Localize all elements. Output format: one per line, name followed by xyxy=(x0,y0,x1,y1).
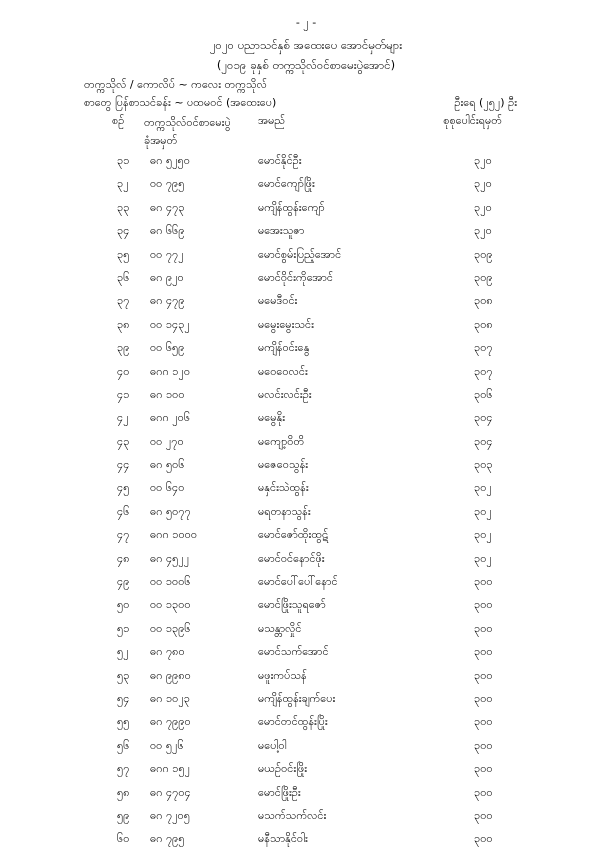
row-name: မမေဒီဝင်း xyxy=(258,294,298,308)
row-marks: ၃၀၀ xyxy=(474,832,493,846)
row-roll: ဝဝ ၂၇၀ xyxy=(150,434,184,448)
header-roll-line1: တက္ကသိုလ်ဝင်စာမေးပွဲ xyxy=(144,116,231,129)
row-marks: ၃၀၄ xyxy=(474,411,493,425)
row-roll: ဓဂ ၅၀၇၇ xyxy=(150,504,191,518)
table-row xyxy=(0,431,612,454)
table-row xyxy=(0,454,612,477)
row-number: ၄၆ xyxy=(117,504,130,518)
row-roll: ဝဝ ၆၄၀ xyxy=(150,481,185,495)
row-name: မမွေနိုး xyxy=(258,411,286,425)
results-list xyxy=(0,150,612,852)
row-name: မောင်ကျော်ဖြိုး xyxy=(258,177,315,191)
row-name: မဖူးကပ်သန် xyxy=(258,668,307,682)
row-marks: ၃၀၀ xyxy=(474,645,493,659)
row-roll: ဓဂ ၄၇၀၄ xyxy=(150,785,191,799)
row-roll: ဓဂ ၇၂၀၅ xyxy=(150,808,190,822)
row-number: ၄၉ xyxy=(117,575,130,589)
row-marks: ၃၂၀ xyxy=(474,154,492,167)
row-number: ၄၇ xyxy=(117,528,130,542)
table-row xyxy=(0,501,612,524)
table-row xyxy=(0,571,612,594)
row-name: မသက်သက်လင်း xyxy=(258,808,327,822)
row-roll: ဝဝ ၇၉၅ xyxy=(150,177,185,191)
row-number: ၅၅ xyxy=(117,715,130,729)
row-number: ၄၄ xyxy=(117,458,130,472)
page-number: - ၂ - xyxy=(295,16,317,29)
row-name: မပေါ့ဝါ xyxy=(258,738,287,752)
row-roll: ဓဂ ၇၉၅ xyxy=(150,832,185,846)
row-name: မသန္တာလှိုင် xyxy=(258,621,302,635)
row-number: ၃၅ xyxy=(117,247,130,261)
table-row xyxy=(0,828,612,851)
row-number: ၅၃ xyxy=(117,668,130,682)
row-roll: ဝဝ ၅၂၆ xyxy=(150,738,184,752)
row-name: မကျိန်ထွန်းကျော် xyxy=(258,200,325,214)
row-marks: ၃၀၈ xyxy=(474,317,493,331)
row-number: ၅၆ xyxy=(117,738,130,752)
header-roll xyxy=(144,114,231,150)
exam-label: စာတွေ ပြန်စာသင်ခန်း ~ ပထမဝင် (အထေးပေ) xyxy=(84,96,277,109)
table-row xyxy=(0,805,612,828)
table-row xyxy=(0,244,612,267)
row-number: ၅၈ xyxy=(117,785,130,799)
table-row xyxy=(0,594,612,617)
row-roll: ဝဝ ၇၇၂ xyxy=(150,247,184,261)
row-name: မောင်ပေါ်ပေါ်နောင် xyxy=(258,575,338,589)
row-roll: ဝဝ ၁၀၀၆ xyxy=(150,575,191,589)
row-name: မောင်ဝိုင်းကိုအောင် xyxy=(258,270,333,284)
row-name: မောင်ဝင်နောင်ဖိုး xyxy=(258,551,325,565)
row-number: ၃၄ xyxy=(117,224,130,238)
row-marks: ၃၀၀ xyxy=(474,621,493,635)
header-number: စဉ် xyxy=(112,114,125,127)
row-name: မယဉ်ဝင်းဖြိုး xyxy=(258,762,308,776)
row-name: မောင်တင်ထွန်းပြိုး xyxy=(258,715,328,729)
document-title: ၂၀၂၀ ပညာသင်နှစ် အထေးပေ အောင်မှတ်များ xyxy=(209,38,403,52)
table-row xyxy=(0,150,612,173)
row-number: ၄၁ xyxy=(117,387,130,401)
table-row xyxy=(0,477,612,500)
row-name: မကျော့ဝိတိ xyxy=(258,434,305,448)
row-marks: ၃၀၈ xyxy=(474,294,493,308)
header-name: အမည် xyxy=(258,114,286,127)
row-marks: ၃၀၂ xyxy=(474,481,492,495)
row-number: ၃၈ xyxy=(117,317,130,331)
row-marks: ၃၀၀ xyxy=(474,738,493,752)
row-roll: ဓဂ ၄၅၂၂ xyxy=(150,551,190,565)
row-number: ၃၇ xyxy=(117,294,130,308)
row-roll: ဓဂဂ ၂၀၆ xyxy=(150,411,191,425)
row-marks: ၃၀၄ xyxy=(474,434,493,448)
row-marks: ၃၀၀ xyxy=(474,575,493,589)
table-row xyxy=(0,735,612,758)
table-row xyxy=(0,173,612,196)
table-row xyxy=(0,361,612,384)
row-name: မလင်းလင်းဦး xyxy=(258,387,312,401)
row-number: ၅၂ xyxy=(117,645,129,659)
row-name: မောင်သက်အောင် xyxy=(258,645,329,659)
table-row xyxy=(0,641,612,664)
row-marks: ၃၂၀ xyxy=(474,200,492,214)
row-number: ၃၆ xyxy=(117,270,130,284)
table-row xyxy=(0,384,612,407)
row-number: ၃၂ xyxy=(117,177,129,191)
row-roll: ဝဝ ၁၃၀၀ xyxy=(150,598,191,612)
row-name: မောင်စွမ်းပြည့်အောင် xyxy=(258,247,342,261)
row-marks: ၃၀၀ xyxy=(474,762,493,776)
row-number: ၅၁ xyxy=(117,621,130,635)
table-row xyxy=(0,337,612,360)
table-row xyxy=(0,290,612,313)
row-number: ၅၉ xyxy=(117,808,130,822)
row-number: ၃၁ xyxy=(117,154,130,167)
row-number: ၆၀ xyxy=(117,832,130,846)
table-row xyxy=(0,618,612,641)
row-roll: ဓဂဂ ၁၀၀၀ xyxy=(150,528,198,542)
row-number: ၃၉ xyxy=(117,341,130,355)
row-marks: ၃၂၀ xyxy=(474,224,492,238)
row-marks: ၃၀၀ xyxy=(474,598,493,612)
row-roll: ဓဂ ၁၀၂၃ xyxy=(150,691,190,705)
header-marks: စုစုပေါင်းရမှတ် xyxy=(443,114,502,127)
table-row xyxy=(0,220,612,243)
row-name: မမွေးမွေးသင်း xyxy=(258,317,314,331)
row-marks: ၃၀၉ xyxy=(474,247,493,261)
row-marks: ၃၀၀ xyxy=(474,691,493,705)
row-number: ၅၇ xyxy=(117,762,130,776)
table-row xyxy=(0,782,612,805)
row-roll: ဓဂဂ ၁၅၂ xyxy=(150,762,191,776)
table-row xyxy=(0,711,612,734)
row-name: မောင်ဖြိုးဦး xyxy=(258,785,301,799)
row-roll: ဓဂ ၇၉၉၀ xyxy=(150,715,191,729)
row-name: မောင်နိုင်ဦး xyxy=(258,154,302,167)
row-roll: ဓဂ ၄၇၃ xyxy=(150,200,185,214)
row-marks: ၃၀၀ xyxy=(474,715,493,729)
row-marks: ၃၀၃ xyxy=(474,458,493,472)
total-count: ဦးရေ (၂၅၂) ဦး xyxy=(454,96,517,109)
row-number: ၄၅ xyxy=(117,481,130,495)
row-roll: ဓဂ ၄၇၉ xyxy=(150,294,185,308)
row-marks: ၃၀၆ xyxy=(474,387,493,401)
row-marks: ၃၀၇ xyxy=(474,341,493,355)
row-roll: ဓဂ ၁၀၀ xyxy=(150,387,185,401)
table-row xyxy=(0,197,612,220)
document-subtitle: (၂၀၁၉ ခုနှစ် တက္ကသိုလ်ဝင်စာမေးပွဲအောင်) xyxy=(216,58,396,72)
table-row xyxy=(0,407,612,430)
header-roll-line2: ခုံအမှတ် xyxy=(144,134,178,147)
row-number: ၅၀ xyxy=(117,598,130,612)
row-marks: ၃၀၀ xyxy=(474,785,493,799)
row-roll: ဓဂ ၉၉၈၀ xyxy=(150,668,191,682)
table-row xyxy=(0,524,612,547)
row-number: ၄၃ xyxy=(117,434,130,448)
table-row xyxy=(0,267,612,290)
row-roll: ဓဂ ၉၂၀ xyxy=(150,270,184,284)
row-name: မောင်ဖြိုးသူရဇော် xyxy=(258,598,326,612)
row-name: မကျိန်ထွန်းချက်ပေး xyxy=(258,691,336,705)
row-marks: ၃၂၀ xyxy=(474,177,492,191)
row-marks: ၃၀၉ xyxy=(474,270,493,284)
row-name: မဇေဝေသွန်း xyxy=(258,458,309,472)
row-roll: ဓဂဂ ၁၂၀ xyxy=(150,364,191,378)
row-name: မကျိန်ဝင်းနွေ xyxy=(258,341,310,355)
table-row xyxy=(0,688,612,711)
row-roll: ဓဂ ၇၈၀ xyxy=(150,645,185,659)
row-name: မရတနာသွန်း xyxy=(258,504,311,518)
row-roll: ဝဝ ၁၃၉၆ xyxy=(150,621,191,635)
row-marks: ၃၀၂ xyxy=(474,504,492,518)
row-marks: ၃၀၀ xyxy=(474,808,493,822)
row-name: မဝေဝေလင်း xyxy=(258,364,308,378)
row-number: ၅၄ xyxy=(117,691,130,705)
row-marks: ၃၀၀ xyxy=(474,668,493,682)
row-number: ၃၃ xyxy=(117,200,130,214)
row-number: ၄၈ xyxy=(117,551,130,565)
row-name: မောင်ဇော်ထိုးထွဋ် xyxy=(258,528,329,542)
row-name: မနှင်းသဲထွန်း xyxy=(258,481,309,495)
row-roll: ဓဂ ၆၆၉ xyxy=(150,224,185,238)
row-marks: ၃၀၇ xyxy=(474,364,493,378)
table-row xyxy=(0,665,612,688)
row-roll: ဓဂ ၅၀၆ xyxy=(150,458,185,472)
row-marks: ၃၀၂ xyxy=(474,528,492,542)
row-name: မအေးသူဇာ xyxy=(258,224,305,238)
row-roll: ဝဝ ၆၅၉ xyxy=(150,341,185,355)
row-marks: ၃၀၂ xyxy=(474,551,492,565)
row-roll: ဓဂ ၅၂၅၀ xyxy=(150,154,190,167)
row-number: ၄၀ xyxy=(117,364,130,378)
university-label: တက္ကသိုလ် / ကောလိပ် ~ ကလေး တက္ကသိုလ် xyxy=(84,78,267,91)
row-name: မနီသာနိုင်ဝါး xyxy=(258,832,308,846)
row-roll: ဝဝ ၁၄၃၂ xyxy=(150,317,190,331)
table-row xyxy=(0,314,612,337)
table-row xyxy=(0,548,612,571)
row-number: ၄၂ xyxy=(117,411,129,425)
table-row xyxy=(0,758,612,781)
